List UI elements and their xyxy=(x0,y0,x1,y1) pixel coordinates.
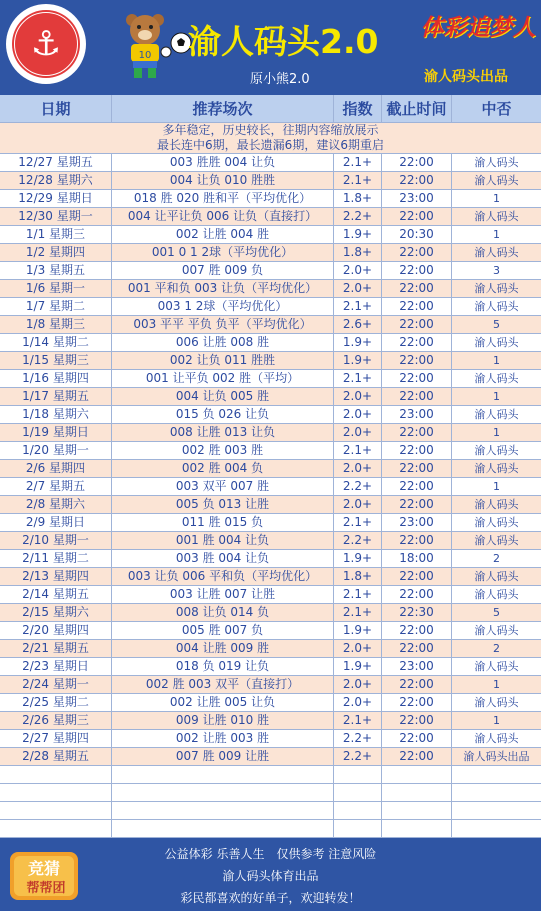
cell-date: 1/3 星期五 xyxy=(0,262,112,280)
cell-deadline: 22:00 xyxy=(382,532,452,550)
cell-date: 2/10 星期一 xyxy=(0,532,112,550)
empty-cell xyxy=(0,802,112,820)
cell-match: 001 让平负 002 胜（平均） xyxy=(112,370,334,388)
cell-deadline: 22:00 xyxy=(382,280,452,298)
empty-row xyxy=(0,784,541,802)
cell-deadline: 22:00 xyxy=(382,262,452,280)
cell-match: 002 让胜 004 胜 xyxy=(112,226,334,244)
cell-result: 1 xyxy=(452,190,541,208)
cell-odds: 2.0+ xyxy=(334,640,382,658)
cell-deadline: 22:00 xyxy=(382,586,452,604)
cell-date: 12/29 星期日 xyxy=(0,190,112,208)
table-row xyxy=(0,496,541,514)
cell-odds: 2.0+ xyxy=(334,280,382,298)
table-row xyxy=(0,208,541,226)
cell-result: 渝人码头 xyxy=(452,244,541,262)
empty-cell xyxy=(0,766,112,784)
table-row xyxy=(0,532,541,550)
cell-match: 009 让胜 010 胜 xyxy=(112,712,334,730)
empty-cell xyxy=(0,820,112,838)
cell-date: 2/6 星期四 xyxy=(0,460,112,478)
cell-date: 2/7 星期五 xyxy=(0,478,112,496)
cell-date: 1/7 星期二 xyxy=(0,298,112,316)
empty-cell xyxy=(334,802,382,820)
empty-cell xyxy=(452,766,541,784)
cell-result: 渝人码头 xyxy=(452,586,541,604)
table-header xyxy=(0,95,541,123)
table-row xyxy=(0,244,541,262)
cell-result: 2 xyxy=(452,640,541,658)
cell-match: 004 让负 010 胜胜 xyxy=(112,172,334,190)
cell-match: 008 让胜 013 让负 xyxy=(112,424,334,442)
cell-deadline: 22:00 xyxy=(382,208,452,226)
cell-result: 渝人码头 xyxy=(452,730,541,748)
cell-result: 渝人码头 xyxy=(452,406,541,424)
cell-deadline: 23:00 xyxy=(382,406,452,424)
svg-text:帮帮团: 帮帮团 xyxy=(26,881,66,896)
cell-date: 1/15 星期三 xyxy=(0,352,112,370)
cell-odds: 2.0+ xyxy=(334,460,382,478)
cell-odds: 2.2+ xyxy=(334,532,382,550)
slogan-badge: 体彩追梦人 xyxy=(420,14,536,41)
cell-odds: 2.1+ xyxy=(334,370,382,388)
cell-odds: 2.1+ xyxy=(334,154,382,172)
empty-cell xyxy=(334,820,382,838)
notice-banner xyxy=(0,123,541,154)
cell-result: 渝人码头 xyxy=(452,370,541,388)
empty-cell xyxy=(112,820,334,838)
cell-deadline: 22:00 xyxy=(382,370,452,388)
empty-cell xyxy=(334,784,382,802)
cell-match: 003 平平 平负 负平（平均优化） xyxy=(112,316,334,334)
cell-result: 渝人码头 xyxy=(452,694,541,712)
cell-odds: 2.2+ xyxy=(334,748,382,766)
page-subtitle: 原小熊2.0 xyxy=(250,72,310,87)
cell-odds: 1.9+ xyxy=(334,658,382,676)
cell-odds: 2.0+ xyxy=(334,424,382,442)
cell-odds: 1.8+ xyxy=(334,244,382,262)
empty-cell xyxy=(112,766,334,784)
table-row xyxy=(0,352,541,370)
footer-line-1: 公益体彩 乐善人生 仅供参考 注意风险 xyxy=(164,847,377,861)
table-row xyxy=(0,316,541,334)
cell-date: 1/6 星期一 xyxy=(0,280,112,298)
empty-cell xyxy=(382,784,452,802)
empty-cell xyxy=(382,802,452,820)
cell-date: 1/2 星期四 xyxy=(0,244,112,262)
cell-deadline: 22:00 xyxy=(382,748,452,766)
cell-result: 2 xyxy=(452,550,541,568)
cell-match: 011 胜 015 负 xyxy=(112,514,334,532)
notice-line: 多年稳定，历史较长，往期内容缩放展示 xyxy=(162,123,379,137)
cell-match: 018 胜 020 胜和平（平均优化） xyxy=(112,190,334,208)
cell-match: 008 让负 014 负 xyxy=(112,604,334,622)
cell-deadline: 22:00 xyxy=(382,712,452,730)
table-row xyxy=(0,568,541,586)
cell-match: 003 让负 006 平和负（平均优化） xyxy=(112,568,334,586)
club-logo xyxy=(6,4,86,84)
cell-deadline: 23:00 xyxy=(382,190,452,208)
cell-result: 1 xyxy=(452,226,541,244)
cell-date: 12/28 星期六 xyxy=(0,172,112,190)
cell-date: 1/17 星期五 xyxy=(0,388,112,406)
producer-label: 渝人码头出品 xyxy=(424,69,508,85)
bear-mascot-icon xyxy=(118,12,172,80)
table-row xyxy=(0,676,541,694)
table-row xyxy=(0,694,541,712)
notice-line: 最长连中6期，最长遗漏6期，建议6期重启 xyxy=(157,138,384,152)
cell-result: 渝人码头 xyxy=(452,658,541,676)
cell-match: 002 胜 004 负 xyxy=(112,460,334,478)
cell-match: 003 双平 007 胜 xyxy=(112,478,334,496)
cell-match: 003 让胜 007 让胜 xyxy=(112,586,334,604)
cell-odds: 2.0+ xyxy=(334,676,382,694)
cell-match: 002 让胜 005 让负 xyxy=(112,694,334,712)
cell-odds: 2.2+ xyxy=(334,208,382,226)
cell-result: 渝人码头 xyxy=(452,172,541,190)
empty-cell xyxy=(112,784,334,802)
cell-deadline: 22:00 xyxy=(382,244,452,262)
cell-deadline: 22:00 xyxy=(382,694,452,712)
cell-deadline: 23:00 xyxy=(382,514,452,532)
cell-date: 2/14 星期五 xyxy=(0,586,112,604)
cell-result: 渝人码头 xyxy=(452,460,541,478)
table-row xyxy=(0,712,541,730)
cell-deadline: 22:00 xyxy=(382,298,452,316)
cell-date: 2/20 星期四 xyxy=(0,622,112,640)
cell-deadline: 22:00 xyxy=(382,676,452,694)
empty-cell xyxy=(452,784,541,802)
cell-deadline: 22:00 xyxy=(382,496,452,514)
column-header-result: 中否 xyxy=(452,95,541,123)
cell-date: 2/15 星期六 xyxy=(0,604,112,622)
cell-result: 渝人码头出品 xyxy=(452,748,541,766)
table-row xyxy=(0,550,541,568)
empty-cell xyxy=(112,802,334,820)
empty-row xyxy=(0,766,541,784)
cell-odds: 1.9+ xyxy=(334,352,382,370)
table-row xyxy=(0,640,541,658)
header xyxy=(0,0,541,95)
cell-date: 2/26 星期三 xyxy=(0,712,112,730)
cell-result: 5 xyxy=(452,604,541,622)
cell-match: 005 胜 007 负 xyxy=(112,622,334,640)
cell-match: 004 让平让负 006 让负（直接打） xyxy=(112,208,334,226)
cell-deadline: 22:00 xyxy=(382,154,452,172)
cell-odds: 2.0+ xyxy=(334,262,382,280)
svg-text:竞猜: 竞猜 xyxy=(27,859,61,878)
anchor-icon: ⚓ xyxy=(30,24,62,64)
column-header-match: 推荐场次 xyxy=(112,95,334,123)
cell-deadline: 22:00 xyxy=(382,388,452,406)
cell-date: 2/28 星期五 xyxy=(0,748,112,766)
table-row xyxy=(0,154,541,172)
cell-date: 12/27 星期五 xyxy=(0,154,112,172)
cell-date: 1/18 星期六 xyxy=(0,406,112,424)
cell-odds: 1.9+ xyxy=(334,550,382,568)
empty-cell xyxy=(382,766,452,784)
cell-date: 2/13 星期四 xyxy=(0,568,112,586)
cell-deadline: 22:00 xyxy=(382,442,452,460)
empty-row xyxy=(0,820,541,838)
cell-match: 001 0 1 2球（平均优化） xyxy=(112,244,334,262)
cell-result: 1 xyxy=(452,352,541,370)
cell-odds: 2.0+ xyxy=(334,406,382,424)
cell-date: 1/1 星期三 xyxy=(0,226,112,244)
empty-cell xyxy=(452,802,541,820)
cell-deadline: 20:30 xyxy=(382,226,452,244)
table-row xyxy=(0,226,541,244)
table-row xyxy=(0,748,541,766)
cell-match: 002 让胜 003 胜 xyxy=(112,730,334,748)
cell-deadline: 22:00 xyxy=(382,172,452,190)
empty-cell xyxy=(0,784,112,802)
cell-deadline: 23:00 xyxy=(382,658,452,676)
table-row xyxy=(0,280,541,298)
cell-odds: 2.1+ xyxy=(334,298,382,316)
cell-result: 渝人码头 xyxy=(452,622,541,640)
cell-odds: 2.6+ xyxy=(334,316,382,334)
cell-result: 渝人码头 xyxy=(452,280,541,298)
cell-odds: 2.1+ xyxy=(334,442,382,460)
table-row xyxy=(0,730,541,748)
cell-odds: 2.1+ xyxy=(334,604,382,622)
cell-date: 12/30 星期一 xyxy=(0,208,112,226)
cell-match: 001 胜 004 让负 xyxy=(112,532,334,550)
cell-odds: 1.9+ xyxy=(334,622,382,640)
cell-result: 1 xyxy=(452,478,541,496)
footer xyxy=(0,842,541,911)
cell-odds: 2.0+ xyxy=(334,496,382,514)
table-row xyxy=(0,370,541,388)
table-row xyxy=(0,334,541,352)
cell-match: 003 胜胜 004 让负 xyxy=(112,154,334,172)
cell-result: 3 xyxy=(452,262,541,280)
cell-deadline: 18:00 xyxy=(382,550,452,568)
cell-date: 2/9 星期日 xyxy=(0,514,112,532)
table-row xyxy=(0,514,541,532)
cell-match: 007 胜 009 让胜 xyxy=(112,748,334,766)
cell-result: 渝人码头 xyxy=(452,154,541,172)
cell-date: 2/11 星期二 xyxy=(0,550,112,568)
table-row xyxy=(0,658,541,676)
column-header-deadline: 截止时间 xyxy=(382,95,452,123)
cell-deadline: 22:00 xyxy=(382,316,452,334)
cell-date: 2/21 星期五 xyxy=(0,640,112,658)
cell-odds: 2.2+ xyxy=(334,730,382,748)
table-row xyxy=(0,190,541,208)
cell-odds: 2.1+ xyxy=(334,514,382,532)
cell-match: 002 让负 011 胜胜 xyxy=(112,352,334,370)
table-row xyxy=(0,262,541,280)
cell-odds: 2.1+ xyxy=(334,586,382,604)
column-header-odds: 指数 xyxy=(334,95,382,123)
cell-odds: 1.8+ xyxy=(334,568,382,586)
cell-result: 渝人码头 xyxy=(452,334,541,352)
cell-odds: 2.0+ xyxy=(334,388,382,406)
cell-date: 1/8 星期三 xyxy=(0,316,112,334)
table-row xyxy=(0,424,541,442)
cell-result: 5 xyxy=(452,316,541,334)
cell-match: 004 让胜 009 胜 xyxy=(112,640,334,658)
cell-match: 007 胜 009 负 xyxy=(112,262,334,280)
cell-date: 1/20 星期一 xyxy=(0,442,112,460)
table-row xyxy=(0,622,541,640)
cell-date: 2/25 星期二 xyxy=(0,694,112,712)
cell-result: 渝人码头 xyxy=(452,514,541,532)
cell-odds: 1.8+ xyxy=(334,190,382,208)
table-row xyxy=(0,172,541,190)
empty-cell xyxy=(334,766,382,784)
table-row xyxy=(0,478,541,496)
empty-cell xyxy=(452,820,541,838)
column-header-date: 日期 xyxy=(0,95,112,123)
table-row xyxy=(0,388,541,406)
cell-deadline: 22:00 xyxy=(382,424,452,442)
cell-result: 渝人码头 xyxy=(452,496,541,514)
cell-match: 015 负 026 让负 xyxy=(112,406,334,424)
cell-date: 2/8 星期六 xyxy=(0,496,112,514)
cell-odds: 1.9+ xyxy=(334,226,382,244)
cell-date: 1/19 星期日 xyxy=(0,424,112,442)
cell-match: 001 平和负 003 让负（平均优化） xyxy=(112,280,334,298)
cell-odds: 2.2+ xyxy=(334,478,382,496)
cell-deadline: 22:00 xyxy=(382,568,452,586)
table-row xyxy=(0,460,541,478)
footer-line-2: 渝人码头体育出品 xyxy=(222,869,319,883)
cell-result: 渝人码头 xyxy=(452,298,541,316)
page-title: 渝人码头2.0 xyxy=(188,22,379,61)
cell-deadline: 22:30 xyxy=(382,604,452,622)
svg-text:10: 10 xyxy=(138,50,152,61)
cell-date: 2/27 星期四 xyxy=(0,730,112,748)
cell-match: 018 负 019 让负 xyxy=(112,658,334,676)
cell-result: 1 xyxy=(452,424,541,442)
cell-odds: 1.9+ xyxy=(334,334,382,352)
cell-deadline: 22:00 xyxy=(382,334,452,352)
cell-result: 1 xyxy=(452,676,541,694)
empty-row xyxy=(0,802,541,820)
cell-odds: 2.1+ xyxy=(334,712,382,730)
cell-result: 渝人码头 xyxy=(452,532,541,550)
cell-deadline: 22:00 xyxy=(382,352,452,370)
cell-deadline: 22:00 xyxy=(382,622,452,640)
cell-date: 1/14 星期二 xyxy=(0,334,112,352)
cell-match: 003 1 2球（平均优化） xyxy=(112,298,334,316)
table-row xyxy=(0,406,541,424)
cell-odds: 2.1+ xyxy=(334,172,382,190)
cell-result: 1 xyxy=(452,712,541,730)
cell-deadline: 22:00 xyxy=(382,640,452,658)
cell-match: 004 让负 005 胜 xyxy=(112,388,334,406)
cell-date: 1/16 星期四 xyxy=(0,370,112,388)
cell-match: 005 负 013 让胜 xyxy=(112,496,334,514)
footer-line-3: 彩民都喜欢的好单子，欢迎转发！ xyxy=(180,891,361,905)
cell-odds: 2.0+ xyxy=(334,694,382,712)
cell-result: 渝人码头 xyxy=(452,442,541,460)
cell-result: 渝人码头 xyxy=(452,568,541,586)
cell-date: 2/24 星期一 xyxy=(0,676,112,694)
cell-deadline: 22:00 xyxy=(382,478,452,496)
cell-match: 006 让胜 008 胜 xyxy=(112,334,334,352)
cell-match: 002 胜 003 双平（直接打） xyxy=(112,676,334,694)
cell-date: 2/23 星期日 xyxy=(0,658,112,676)
cell-result: 1 xyxy=(452,388,541,406)
table-row xyxy=(0,442,541,460)
table-row xyxy=(0,604,541,622)
cell-result: 渝人码头 xyxy=(452,208,541,226)
cell-match: 003 胜 004 让负 xyxy=(112,550,334,568)
cell-deadline: 22:00 xyxy=(382,730,452,748)
table-row xyxy=(0,586,541,604)
cell-match: 002 胜 003 胜 xyxy=(112,442,334,460)
cell-deadline: 22:00 xyxy=(382,460,452,478)
table-row xyxy=(0,298,541,316)
empty-cell xyxy=(382,820,452,838)
